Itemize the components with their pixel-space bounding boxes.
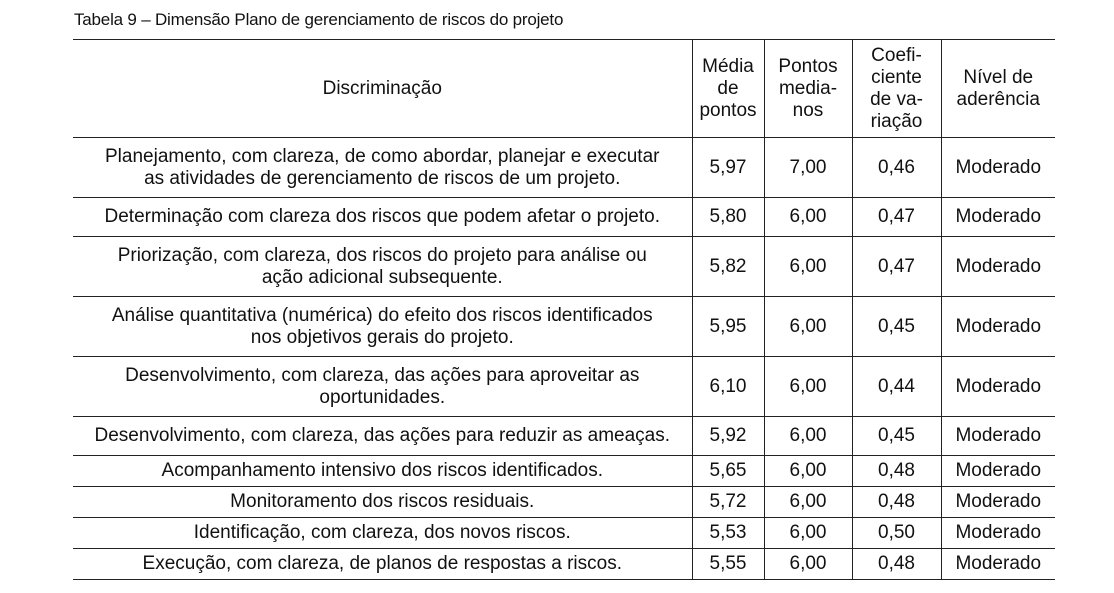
data-table: [73, 39, 1055, 580]
cell-media: 5,82: [692, 237, 764, 297]
cell-discriminacao: [73, 487, 692, 518]
discriminacao-line: Execução, com clareza, de planos de respostas a riscos.: [142, 553, 622, 574]
header-coef-line: Coefi-: [871, 44, 922, 66]
cell-coef: 0,50: [852, 518, 941, 549]
header-media: [692, 40, 764, 138]
cell-media: 5,97: [692, 138, 764, 198]
cell-discriminacao: [73, 198, 692, 237]
discriminacao-line: Determinação com clareza dos riscos que podem afetar o projeto.: [104, 206, 660, 227]
discriminacao-line: Análise quantitativa (numérica) do efeito dos riscos identificados: [111, 304, 653, 326]
cell-media: 5,55: [692, 549, 764, 580]
cell-coef: 0,44: [852, 357, 941, 417]
cell-coef: 0,46: [852, 138, 941, 198]
cell-nivel: Moderado: [941, 487, 1055, 518]
cell-pontos: 7,00: [764, 138, 852, 198]
cell-pontos: 6,00: [764, 198, 852, 237]
cell-pontos: 6,00: [764, 487, 852, 518]
cell-media: 5,53: [692, 518, 764, 549]
cell-nivel: Moderado: [941, 198, 1055, 237]
cell-discriminacao: [73, 518, 692, 549]
cell-nivel: Moderado: [941, 297, 1055, 357]
header-row: [73, 40, 1055, 138]
cell-coef: 0,45: [852, 297, 941, 357]
cell-media: 5,95: [692, 297, 764, 357]
discriminacao-line: Desenvolvimento, com clareza, das ações para aproveitar as: [125, 364, 640, 386]
cell-coef: 0,47: [852, 198, 941, 237]
cell-pontos: 6,00: [764, 297, 852, 357]
table-row: [73, 518, 1055, 549]
table-row: [73, 297, 1055, 357]
cell-pontos: 6,00: [764, 417, 852, 456]
cell-discriminacao: [73, 456, 692, 487]
header-discriminacao: Discriminação: [73, 40, 692, 138]
discriminacao-line: Monitoramento dos riscos residuais.: [230, 491, 535, 512]
cell-coef: 0,48: [852, 487, 941, 518]
cell-discriminacao: [73, 549, 692, 580]
cell-nivel: Moderado: [941, 237, 1055, 297]
discriminacao-line: Identificação, com clareza, dos novos riscos.: [193, 522, 571, 543]
cell-media: 6,10: [692, 357, 764, 417]
cell-nivel: Moderado: [941, 518, 1055, 549]
discriminacao-line: Planejamento, com clareza, de como abordar, planejar e executar: [105, 145, 660, 167]
discriminacao-line: oportunidades.: [319, 386, 446, 408]
cell-discriminacao: [73, 138, 692, 198]
table-body: [73, 138, 1055, 580]
header-coef: [852, 40, 941, 138]
cell-discriminacao: [73, 237, 692, 297]
table-header: [73, 40, 1055, 138]
cell-media: 5,72: [692, 487, 764, 518]
cell-media: 5,80: [692, 198, 764, 237]
cell-media: 5,65: [692, 456, 764, 487]
cell-discriminacao: [73, 357, 692, 417]
header-pontos-line: media-: [778, 77, 838, 99]
discriminacao-line: Acompanhamento intensivo dos riscos identificados.: [161, 460, 603, 481]
cell-coef: 0,48: [852, 456, 941, 487]
discriminacao-line: nos objetivos gerais do projeto.: [250, 326, 514, 348]
table-row: [73, 487, 1055, 518]
cell-coef: 0,48: [852, 549, 941, 580]
header-nivel: [941, 40, 1055, 138]
cell-pontos: 6,00: [764, 357, 852, 417]
table-row: [73, 456, 1055, 487]
cell-nivel: Moderado: [941, 549, 1055, 580]
cell-discriminacao: [73, 417, 692, 456]
cell-pontos: 6,00: [764, 549, 852, 580]
cell-nivel: Moderado: [941, 357, 1055, 417]
discriminacao-line: ação adicional subsequente.: [261, 266, 503, 288]
cell-nivel: Moderado: [941, 138, 1055, 198]
header-media-line: pontos: [699, 99, 757, 121]
header-coef-line: riação: [870, 110, 923, 132]
cell-pontos: 6,00: [764, 237, 852, 297]
header-pontos: [764, 40, 852, 138]
header-pontos-line: nos: [792, 99, 824, 121]
header-nivel-line: aderência: [956, 88, 1040, 110]
cell-nivel: Moderado: [941, 417, 1055, 456]
header-coef-line: de va-: [870, 88, 923, 110]
cell-pontos: 6,00: [764, 456, 852, 487]
discriminacao-line: Priorização, com clareza, dos riscos do projeto para análise ou: [117, 244, 647, 266]
table-caption: Tabela 9 – Dimensão Plano de gerenciamento de riscos do projeto: [74, 10, 564, 29]
table-row: [73, 198, 1055, 237]
table-row: [73, 138, 1055, 198]
header-nivel-line: Nível de: [963, 66, 1034, 88]
header-coef-line: ciente: [871, 66, 922, 88]
header-media-line: Média: [702, 55, 754, 77]
discriminacao-line: Desenvolvimento, com clareza, das ações para reduzir as ameaças.: [94, 425, 671, 446]
cell-discriminacao: [73, 297, 692, 357]
table-row: [73, 549, 1055, 580]
table-row: [73, 237, 1055, 297]
cell-nivel: Moderado: [941, 456, 1055, 487]
header-pontos-line: Pontos: [778, 55, 838, 77]
table-row: [73, 357, 1055, 417]
cell-coef: 0,45: [852, 417, 941, 456]
cell-coef: 0,47: [852, 237, 941, 297]
discriminacao-line: as atividades de gerenciamento de riscos de um projeto.: [144, 167, 621, 189]
cell-media: 5,92: [692, 417, 764, 456]
header-media-line: de: [717, 77, 739, 99]
table-row: [73, 417, 1055, 456]
cell-pontos: 6,00: [764, 518, 852, 549]
